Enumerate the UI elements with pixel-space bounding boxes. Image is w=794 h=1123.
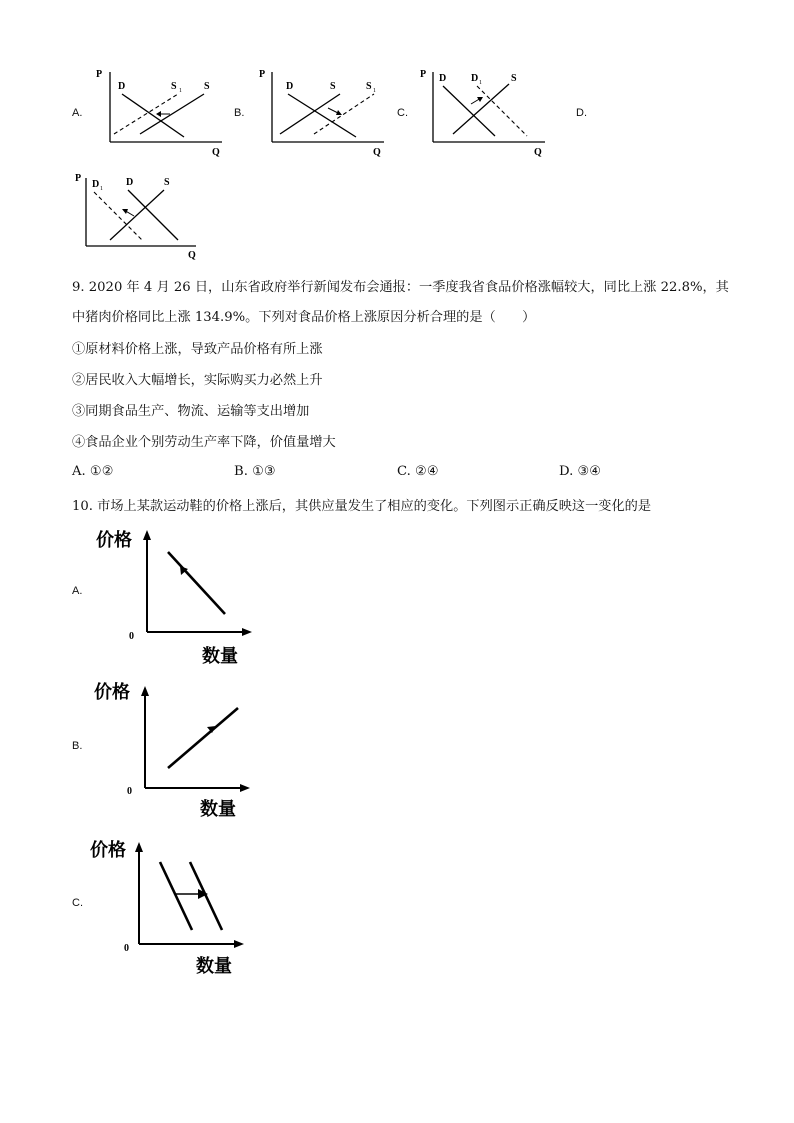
option-b-label: B.: [234, 107, 245, 119]
price-axis-arrowhead: [135, 842, 143, 852]
shift-arrowhead: [156, 111, 161, 117]
q-axis-label: Q: [534, 147, 542, 158]
origin-label: 0: [124, 943, 129, 954]
option-a-label: A.: [72, 107, 83, 119]
supply-label: S: [204, 81, 210, 92]
price-axis-label: 价格: [96, 530, 132, 551]
quantity-axis-label: 数量: [202, 646, 238, 667]
quantity-axis-arrowhead: [242, 628, 252, 636]
q9-item-1: ①原材料价格上涨，导致产品价格有所上涨: [72, 342, 323, 357]
q-axis-label: Q: [373, 147, 381, 158]
q9-item-2: ②居民收入大幅增长，实际购买力必然上升: [72, 373, 323, 388]
supply-line-shifted: [190, 862, 222, 930]
supply-demand-graph-a: [92, 62, 232, 162]
p-axis-label: P: [75, 173, 82, 184]
supply-graph-a: [90, 522, 270, 670]
q9-stem-line2: 中猪肉价格同比上涨 134.9%。下列对食品价格上涨原因分析合理的是（ ）: [72, 310, 536, 325]
supply-curve: [453, 84, 509, 134]
q9-item-4: ④食品企业个别劳动生产率下降，价值量增大: [72, 435, 336, 450]
supply-label: S: [330, 81, 336, 92]
price-axis-arrowhead: [141, 686, 149, 696]
demand-label: D: [439, 73, 447, 84]
price-axis-label: 价格: [94, 682, 130, 703]
q10-option-b-label: B.: [72, 740, 83, 752]
subscript-1: 1: [179, 88, 182, 94]
demand-new-curve: [477, 86, 527, 136]
supply-curve: [280, 94, 340, 134]
q9-choice-a: A. ①②: [72, 464, 114, 479]
subscript-1: 1: [373, 88, 376, 94]
q-axis-label: Q: [188, 250, 196, 261]
subscript-1: 1: [479, 80, 482, 86]
q10-option-c-label: C.: [72, 897, 83, 909]
p-axis-label: P: [259, 69, 266, 80]
quantity-axis-arrowhead: [240, 784, 250, 792]
price-axis-label: 价格: [90, 840, 126, 861]
supply-label: S: [511, 73, 517, 84]
supply-label: S: [164, 177, 170, 188]
demand-label: D: [126, 177, 134, 188]
demand-new-label: D: [471, 73, 479, 84]
price-axis-arrowhead: [143, 530, 151, 540]
demand-label: D: [118, 81, 126, 92]
movement-arrow: [182, 568, 206, 594]
p-axis-label: P: [420, 69, 427, 80]
supply-new-label: S: [366, 81, 372, 92]
supply-new-curve: [314, 94, 374, 134]
supply-demand-graph-b: [256, 62, 396, 162]
demand-label: D: [286, 81, 294, 92]
q10-stem: 10. 市场上某款运动鞋的价格上涨后，其供应量发生了相应的变化。下列图示正确反映这一变化的是: [72, 499, 652, 514]
q9-choice-b: B. ①③: [234, 464, 276, 479]
option-d-label: D.: [576, 107, 587, 119]
origin-label: 0: [129, 631, 134, 642]
quantity-axis-arrowhead: [234, 940, 244, 948]
supply-new-label: S: [171, 81, 177, 92]
quantity-axis-label: 数量: [200, 799, 236, 820]
q9-choice-d: D. ③④: [559, 464, 602, 479]
demand-new-label: D: [92, 179, 100, 190]
subscript-1: 1: [100, 186, 103, 192]
supply-graph-c: [88, 834, 268, 982]
supply-line-original: [160, 862, 192, 930]
demand-curve: [128, 190, 178, 240]
q-axis-label: Q: [212, 147, 220, 158]
supply-curve: [110, 190, 164, 240]
p-axis-label: P: [96, 69, 103, 80]
demand-curve: [122, 94, 184, 137]
q9-item-3: ③同期食品生产、物流、运输等支出增加: [72, 404, 310, 419]
option-c-label: C.: [397, 107, 408, 119]
demand-curve: [443, 86, 495, 136]
quantity-axis-label: 数量: [196, 956, 232, 977]
supply-demand-graph-d: [70, 170, 210, 262]
q9-choice-c: C. ②④: [397, 464, 439, 479]
q9-stem-line1: 9. 2020 年 4 月 26 日，山东省政府举行新闻发布会通报：一季度我省食品价格涨幅较大，同比上涨 22.8%，其: [72, 280, 729, 295]
demand-curve: [288, 94, 356, 137]
supply-demand-graph-c: [417, 62, 557, 162]
origin-label: 0: [127, 786, 132, 797]
supply-graph-b: [90, 678, 270, 826]
q10-option-a-label: A.: [72, 585, 83, 597]
